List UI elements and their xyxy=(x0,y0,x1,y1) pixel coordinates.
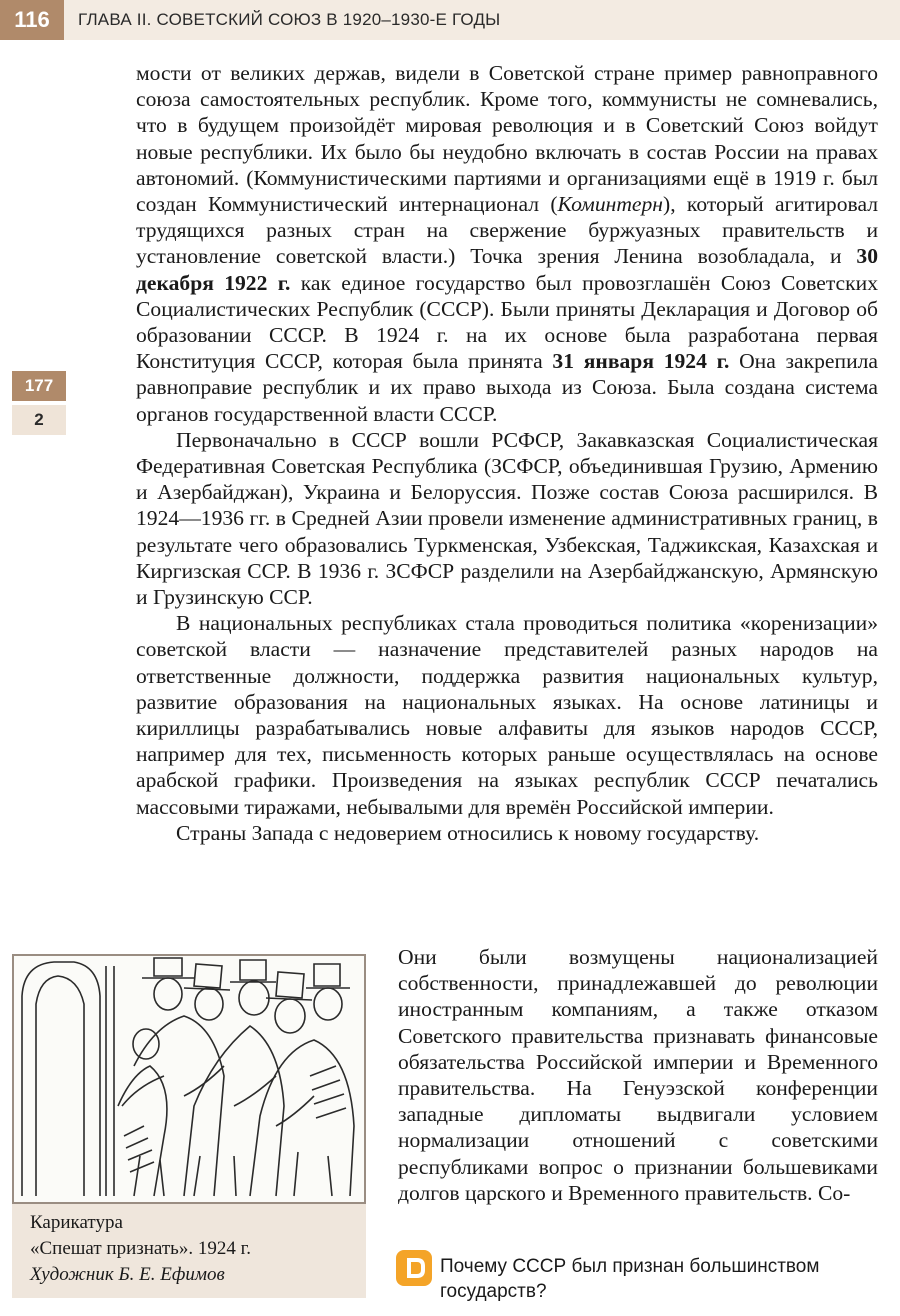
question-icon xyxy=(396,1250,432,1286)
question-text: Почему СССР был признан большинством государств? xyxy=(440,1256,820,1302)
main-text xyxy=(136,60,878,846)
paragraph-4-wrap: Они были возмущены национализацией собственности, принадлежавшей до революции иностранным компаниям, а также отказом Советского правительства признавать финансовые обязательства Российской империи и Временного правительства. На Генуэзской конференции западные дипломаты выдвигали условием нормализации отношений с советскими республиками вопрос о признании большевиками долгов царского и Временного правительств. Со- xyxy=(398,945,878,1205)
side-reference-bottom: 2 xyxy=(12,405,66,435)
caption-line-1: Карикатура xyxy=(30,1212,123,1233)
caption-line-2: «Спешат признать». 1924 г. xyxy=(30,1238,251,1259)
chapter-title: ГЛАВА II. СОВЕТСКИЙ СОЮЗ В 1920–1930-Е ГОДЫ xyxy=(78,10,501,29)
caricature-illustration xyxy=(12,954,366,1204)
caricature-drawing xyxy=(14,956,364,1202)
date-constitution: 31 января 1924 г. xyxy=(552,349,730,374)
paragraph-4-start: Страны Запада с недоверием относились к новому государству. xyxy=(176,820,760,845)
paragraph-2: Первоначально в СССР вошли РСФСР, Закавказская Социалистическая Федеративная Советская Республика (ЗСФСР, объединившая Грузию, Армению и Азербайджан), Украина и Белоруссия. Позже состав Союза расширился. В 1924—1936 гг. в Средней Азии провели изменение административных границ, в результате чего образовались Туркменская, Узбекская, Таджикская, Казахская и Киргизская ССР. В 1936 г. ЗСФСР разделили на Азербайджанскую, Армянскую и Грузинскую ССР. xyxy=(136,427,878,610)
comintern-term: Коминтерн xyxy=(557,192,664,217)
page-header xyxy=(0,0,900,40)
paragraph-1: мости от великих держав, видели в Советской стране пример равноправного союза самостоятельных республик. Кроме того, коммунисты не сомневались, что в будущем произойдёт мировая революция и в Советский Союз войдут новые республики. Их было бы неудобно включать в состав России на правах автономий. (Коммунистическими партиями и организациями ещё в 1919 г. был создан Коммунистический интернационал (Коминтерн), который агитировал трудящихся разных стран на свержение буржуазных правительств и установление советской власти.) Точка зрения Ленина возобладала, и 30 декабря 1922 г. как единое государство был провозглашён Союз Советских Социалистических Республик (СССР). Были приняты Декларация и Договор об образовании СССР. В 1924 г. на их основе была разработана первая Конституция СССР, которая была принята 31 января 1924 г. Она закрепила равноправие республик и их право выхода из Союза. Была создана система органов государственной власти СССР. xyxy=(136,61,878,426)
paragraph-3: В национальных республиках стала проводиться политика «коренизации» советской власти — назначение представителей разных народов на ответственные должности, поддержка развития национальных культур, развитие образования на национальных языках. На основе латиницы и кириллицы разрабатывались новые алфавиты для языков народов СССР, например для тех, письменность которых раньше осуществлялась на основе арабской графики. Произведения на языках республик СССР печатались массовыми тиражами, небывалыми для времён Российской империи. xyxy=(136,611,878,819)
side-reference-top: 177 xyxy=(12,371,66,401)
caption-author: Художник Б. Е. Ефимов xyxy=(30,1264,225,1285)
question-icon-glyph xyxy=(396,1250,432,1286)
page-number: 116 xyxy=(0,0,64,40)
date-ussr-formation: 30 декабря 1922 г. xyxy=(136,244,878,295)
figure-caption xyxy=(30,1210,350,1288)
